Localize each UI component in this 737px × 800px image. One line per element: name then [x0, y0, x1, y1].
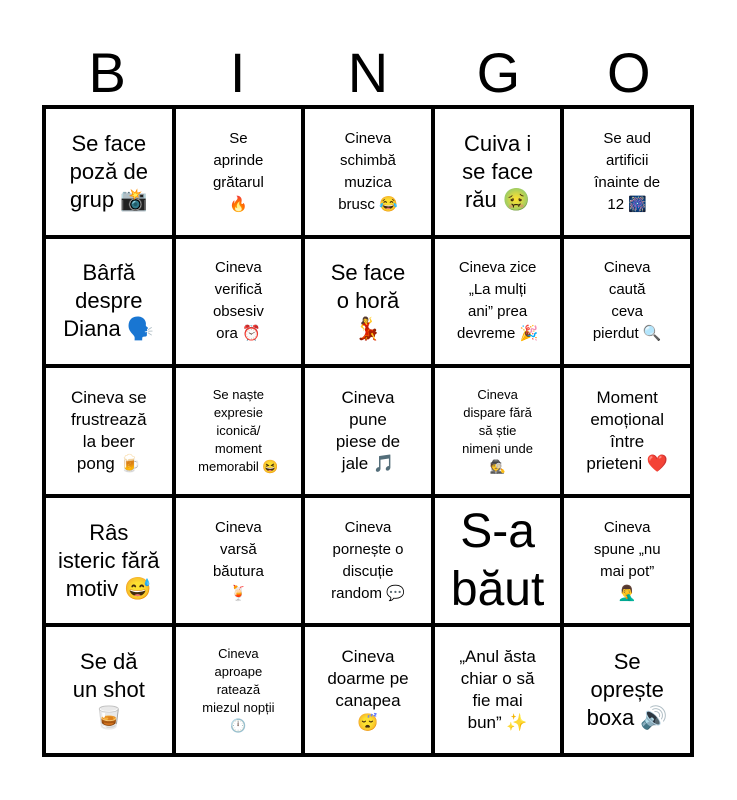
bingo-cell[interactable] [303, 625, 433, 755]
bingo-card [42, 105, 694, 757]
bingo-cell[interactable] [562, 625, 692, 755]
bingo-cell-free[interactable] [433, 496, 563, 626]
cell-text: Cineva pune piese de jale 🎵 [335, 387, 401, 473]
bingo-cell[interactable] [562, 366, 692, 496]
bingo-cell[interactable] [44, 496, 174, 626]
bingo-cell[interactable] [433, 625, 563, 755]
bingo-cell[interactable] [174, 107, 304, 237]
cell-text-free: S-a băut [450, 504, 545, 616]
bingo-cell[interactable] [174, 496, 304, 626]
cell-text: Se naște expresie iconică/ moment memorabil 😆 [198, 386, 279, 474]
header-letter-n: N [347, 41, 389, 104]
cell-text: Cineva doarme pe canapea 😴 [327, 647, 409, 733]
bingo-cell[interactable] [303, 496, 433, 626]
cell-text: Râs isteric fără motiv 😅 [58, 519, 160, 601]
bingo-cell[interactable] [562, 107, 692, 237]
bingo-cell[interactable] [174, 366, 304, 496]
cell-text: Cineva caută ceva pierdut 🔍 [592, 259, 662, 343]
bingo-cell[interactable] [562, 496, 692, 626]
bingo-cell[interactable] [174, 625, 304, 755]
cell-text: Cineva spune „nu mai pot” 🤦‍♂️ [593, 518, 661, 602]
cell-text: Bârfă despre Diana 🗣️ [63, 260, 155, 342]
cell-text: Cineva se frustrează la beer pong 🍺 [70, 387, 147, 473]
bingo-cell[interactable] [303, 107, 433, 237]
header-letter-i: I [229, 41, 246, 104]
bingo-cell[interactable] [44, 366, 174, 496]
cell-text: Se dă un shot 🥃 [72, 649, 145, 731]
cell-text: Cineva pornește o discuție random 💬 [331, 518, 405, 602]
cell-text: Moment emoțional între prieteni ❤️ [586, 387, 669, 473]
bingo-cell[interactable] [562, 237, 692, 367]
bingo-cell[interactable] [303, 237, 433, 367]
cell-text: Cineva schimbă muzica brusc 😂 [338, 129, 398, 213]
header-letter-g: G [476, 41, 521, 104]
bingo-header [42, 40, 694, 106]
bingo-cell[interactable] [44, 625, 174, 755]
cell-text: Se aprinde grătarul 🔥 [212, 129, 264, 213]
bingo-cell[interactable] [174, 237, 304, 367]
cell-text: Se face poză de grup 📸 [69, 130, 148, 212]
cell-text: Se oprește boxa 🔊 [586, 649, 668, 731]
cell-text: „Anul ăsta chiar o să fie mai bun” ✨ [459, 647, 536, 733]
header-letter-b: B [88, 41, 126, 104]
bingo-cell[interactable] [433, 366, 563, 496]
bingo-cell[interactable] [433, 237, 563, 367]
bingo-cell[interactable] [303, 366, 433, 496]
cell-text: Cineva zice „La mulți ani” prea devreme 🎉 [456, 259, 539, 343]
bingo-cell[interactable] [44, 107, 174, 237]
cell-text: Se aud artificii înainte de 12 🎆 [594, 129, 661, 213]
bingo-cell[interactable] [433, 107, 563, 237]
bingo-cell[interactable] [44, 237, 174, 367]
header-letter-o: O [607, 41, 651, 104]
cell-text: Cineva dispare fără să știe nimeni unde 🕵️ [462, 386, 533, 474]
cell-text: Cineva verifică obsesiv ora ⏰ [212, 259, 264, 343]
cell-text: Se face o horă 💃 [330, 260, 406, 342]
cell-text: Cineva varsă băutura 🍹 [212, 518, 264, 602]
cell-text: Cuiva i se face rău 🤢 [462, 130, 534, 212]
cell-text: Cineva aproape ratează miezul nopții 🕛 [202, 646, 275, 734]
